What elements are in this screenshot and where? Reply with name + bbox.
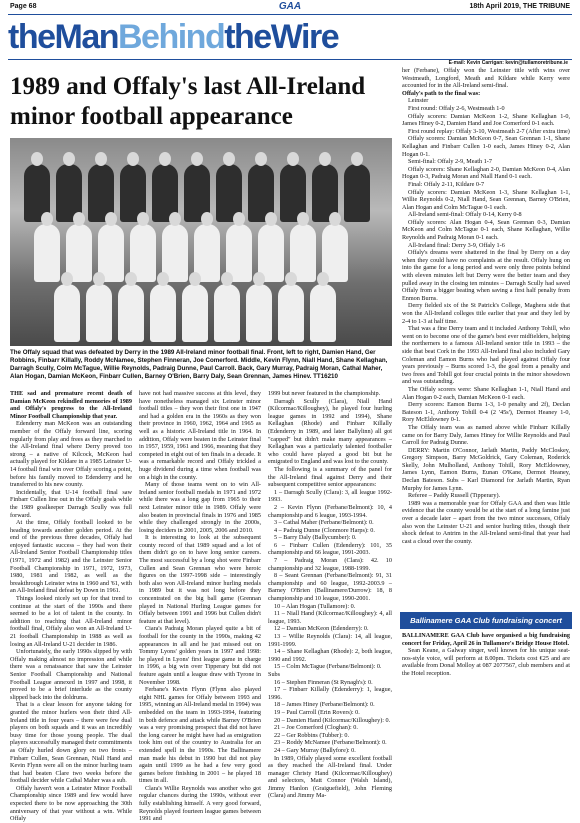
article-paragraph: The Offaly team was as named above while Finbarr Killally came on for Barry Daly, James Hiney for Willie Reynolds and Paul Carroll for Padraig Dunne. <box>402 423 570 447</box>
panel-entry: 7 – Padraig Moran (Clara): 42. 10 championship and 32 league, 1988-1999. <box>268 557 392 572</box>
panel-entry: 16 – Stephen Finneran (St Rynagh's): 0. <box>274 678 373 686</box>
page-number: Page 68 <box>10 3 37 10</box>
article-paragraph: Ferbane's Kevin Flynn (Flynn also played eight NHL games for Offaly between 1993 and 1995, winning an All-Ireland medal in 1994) was embedded on the team in 1993-1994, featuring in both defence and attack while Barney O'Brien was a very promising prospect that did not have the long career he might have had as emigration took him out of the country to Australia for an extended spell in the 1990s. The Ballinamere man made his debut in 1990 but did not play again until 1999 as he had a few very good games before finishing in 2001 – he played 18 times in all. <box>139 686 262 785</box>
article-paragraph: At the time, Offaly football looked to be heading towards another golden period. At the end of the previous three decades, Offaly had enjoyed fantastic success – they had won their All-Ireland Senior Football Championship titles (1971, 1972 and 1982) and the Leinster Senior Football Championship in 1971, 1972, 1973, 1980, 1981 and 1982, as well as the breakthrough Leinster wins in 1960 and '61, with an All-Ireland final defeat by Down in 1961. <box>10 519 132 595</box>
result-line: Final: Offaly 2-11, Kildare 0-7 <box>408 180 485 188</box>
photo-front-row <box>54 284 336 342</box>
panel-entry: 5 – Barry Daly (Ballycumber): 0. <box>274 534 357 542</box>
article-paragraph: That is a clear lesson for anyone taking for granted the minor hurlers won their third All-Ireland title in four years – there were few dual players on both squads and it was an incredibly busy time for those young people. The dual players successfully managed their commitments as Offaly hurled down glory on two fronts – Finbarr Cullen, Sean Grennan, Niall Hand and Kevin Flynn were all on the minor hurling team that had beaten Clare two weeks before the football decider while Cathal Maher was a sub. <box>10 701 132 785</box>
panel-entry: 22 – Ger Robbins (Tubber): 0. <box>274 731 350 739</box>
article-paragraph: Darragh Scully (Clara), Niall Hand (Kilcormac/Killoughey), he played four hurling league games in 1992 and 1994), Shane Kellaghan (Rhode) and Finbarr Killally (Edenderry in 1989, and later Ballylinn) all got "capped" but didn't make many appearances – Kellaghan was a particularly talented footballer who could have played a good bit but he emigrated to England and was lost to the county. <box>268 397 392 466</box>
masthead-part-3: theWire <box>224 18 339 56</box>
article-paragraph: The following is a summary of the panel for the All-Ireland final against Derry and their subsequent competitive senior appearances: <box>268 465 392 489</box>
panel-entry: 11 – Niall Hand (Kilcormac/Killoughey): 4, all league, 1993. <box>268 610 392 625</box>
article-paragraph: 1989 was a memorable year for Offaly GAA and then was little evidence that the county would be at the start of a long famine just over a decade later – apart from the two minor successes, Offaly also won the Leinster U-21 and senior hurling titles, though their shock defeat to Antrim in the All-Ireland semi-final that year had cast a cloud over the county. <box>402 499 570 545</box>
article-paragraph: In 1989, Offaly played some excellent football as they reached the All-Ireland final. Under manager Christy Hand (Kilcormac/Killoughey) and selectors, Matt Connor (Walsh Island), Jimmy Hanlon (Graiguefield), John Fleming (Clara) and Jimmy Ma- <box>268 754 392 800</box>
page-header <box>0 0 580 14</box>
issue-date: 18th April 2019, THE TRIBUNE <box>469 3 570 10</box>
panel-entry: 19 – Paul Carroll (Erin Rovers): 0. <box>274 708 360 716</box>
fundraising-notice <box>400 612 572 730</box>
panel-entry: 13 – Willie Reynolds (Clara): 14, all league, 1991-1999. <box>268 633 392 648</box>
article-column-2 <box>139 390 262 823</box>
result-line: First round replay: Offaly 3-10, Westmeath 2-7 (After extra time) <box>408 127 570 135</box>
result-line: Offaly scorers: Alan Hogan 0-4, Sean Grennan 0-3, Damian McKeon and Colm McTague 0-1 each, Shane Kellaghan, Willie Reynolds and Padraig Moran 0-1 each. <box>402 218 570 242</box>
panel-entry: 10 – Alan Hogan (Tullamore): 0. <box>274 602 356 610</box>
article-paragraph: have not had massive success at this level, they have nonetheless managed six Leinster minor football titles – they won their first one in 1947 and had a golden era in the 1960s as they won their province in 1960, 1962, 1964 and 1965 as well as a historic All-Ireland title in 1964. In addition, Offaly were beaten in the Leinster final in 1957, 1959, 1961 and 1966, meaning that they competed in eight out of ten finals in a decade. It was a remarkable record and Offaly trickled a huge dividend during a time when football was on a high in the county. <box>139 390 261 481</box>
article-intro: THE sad and premature recent death of Damian McKeon rekindled memories of 1989 and Offaly's progress to the All-Ireland Minor Football Championship that year. <box>10 390 132 420</box>
panel-entry: 4 – Padraig Dunne (Clonmore Harps): 0. <box>274 526 375 534</box>
notice-paragraph: Sean Keane, a Galway singer, well known for his unique seat-nos-style voice, will perform at 8.00pm. Tickets cost €25 and are available from Donal Molloy at 087 2077567, club members and at the Hotel reception. <box>402 647 570 677</box>
panel-entry: 12 – Damian McKeon (Edenderry): 0. <box>274 625 369 633</box>
masthead-part-2: Behind <box>118 18 225 56</box>
article-paragraph: The Offaly scorers were: Shane Kellaghan 1-1, Niall Hand and Alan Hogan 0-2 each, Damian McKeon 0-1 each. <box>402 385 570 401</box>
result-line: Leinster <box>408 97 429 105</box>
article-paragraph: her (Ferbane), Offaly won the Leinster title with wins over Westmeath, Longford, Meath and Kildare while Kerry were accounted for in the All-Ireland semi-final. <box>402 67 570 90</box>
result-line: Offaly scorers: Shane Kellaghan 2-0, Damian McKeon 0-4, Alan Hogan 0-3, Padraig Moran and Niall Hand 0-1 each. <box>402 165 570 181</box>
result-line: Offaly scorers: Damian McKeon 1-2, Shane Kellaghan 1-0, James Hiney 0-2, Damien Hand and Joe Comerford 0-1 each. <box>402 112 570 128</box>
article-paragraph: Many of those teams went on to win All-Ireland senior football medals in 1971 and 1972 while there was a long gap from 1965 to their next Leinster minor title in 1989. Offaly were also beaten in provincial finals in 1976 and 1985 while they challenged strongly in the 2000s, losing deciders in 2001, 2005, 2006 and 2010. <box>139 481 261 534</box>
masthead-part-1: theMan <box>8 18 118 56</box>
team-photo <box>10 138 392 346</box>
result-line: First round: Offaly 2-6, Westmeath 1-0 <box>408 104 505 112</box>
article-paragraph: That was a fine Derry team and it included Anthony Tohill, who went on to become one of the game's best ever midfielders, helping the northerners to a famous All-Ireland senior title in 1993 – the side that beat Cork in the 1993 All-Ireland final also included Gary Coleman and Eamon Burns who had played against Offaly four years previously – Burns scored 1-3, the goal from a penalty and two frees and Tohill got four crucial points in the minor showdown and was outstanding. <box>402 325 570 386</box>
panel-entry: 24 – Gary Murray (Ballyfore): 0. <box>274 746 356 754</box>
path-heading: Offaly's path to the final was: <box>402 89 481 97</box>
panel-entry: 23 – Roddy McNamee (Ferbane/Belmont): 0. <box>274 739 387 747</box>
panel-entry: 3 – Cathal Maher (Ferbane/Belmont): 0. <box>274 519 374 527</box>
panel-entry: 21 – Joe Comerford (Cloghan): 0. <box>274 724 358 732</box>
article-paragraph: It is interesting to look at the subsequent county record of that 1989 squad and a lot of them didn't go on to have long senior careers. The most successful by a long shot were Finbarr Cullen and Sean Grennan who were heroic figures on the 1997-1998 side – interestingly both also won All-Ireland minor hurling medals in 1989 but it was not long before they concentrated on the big ball game (Grennan played in National Hurling League games for Offaly between 1991 and 1996 but Cullen didn't feature at that level). <box>139 534 261 625</box>
column-masthead <box>8 16 488 58</box>
result-line: Semi-final: Offaly 2-9, Meath 1-7 <box>408 158 492 166</box>
notice-body <box>400 629 572 678</box>
result-line: All-Ireland final: Derry 3-9, Offaly 1-6 <box>408 241 505 249</box>
article-column-1 <box>10 390 132 823</box>
article-paragraph: Offaly's dreams were shattered in the final by Derry on a day when they could have no complaints at the result. Offaly hung on into the game for a long period and were only three points behind with eleven minutes left but Derry were the better team and they pulled away in the closing ten minutes – Darragh Scully had saved Offaly from a bigger beating when saving a first half penalty from Enmon Burns. <box>402 249 570 302</box>
article-column-4 <box>402 67 570 607</box>
panel-entry: 14 – Shane Kellaghan (Rhode): 2, both league, 1990 and 1992. <box>268 648 392 663</box>
subs-heading: Subs <box>268 670 281 678</box>
panel-entry: 17 – Finbarr Killally (Edenderry): 1, league, 1996. <box>268 686 392 701</box>
notice-paragraph: BALLINAMERE GAA Club have organised a big fundraising concert for Friday, April 26 in Tullamore's Bridge House Hotel. <box>402 632 570 647</box>
article-headline: 1989 and Offaly's last All-Ireland minor football appearance <box>10 73 366 130</box>
article-paragraph: Things looked nicely set up for that trend to continue at the start of the 1990s and there seemed to be a lot of talent in the county. In addition to reaching that All-Ireland minor football final, Offaly also won an All-Ireland U-21 football Championship in 1988 as well as losing an All-Ireland U-21 decider in 1986. <box>10 595 132 648</box>
header-rule <box>8 14 572 15</box>
photo-caption: The Offaly squad that was defeated by Derry in the 1989 All-Ireland minor football final. Front, left to right, Damien Hand, Ger Robbins, Finbarr Killally, Roddy McNamee, Stephen Finneran, Joe Comerford. Middle, Kevin Flynn, Niall Hand, Shane Kellaghan, Darragh Scully, Colm McTague, Willie Reynolds, Padraig Dunne, Paul Carroll. Back, Gary Murray, Padraig Moran, Cathal Maher, Alan Hogan, Damian McKeon, Finbarr Cullen, Barney O'Brien, Barry Daly, Sean Grennan, James Hinev. TT16210 <box>10 349 388 380</box>
article-paragraph: Unfortunately, the early 1990s slipped by with Offaly making almost no impression and while there was a renaissance that saw the Leinster Senior Football Championship and National Football League annexed in 1997 and 1998, it proved to be a brief interlude as the county slipped back into the doldrums. <box>10 648 132 701</box>
article-paragraph: Clara's Willie Reynolds was another who got regular chances during the 1990s, without ever fully establishing himself. A very good forward, Reynolds played fourteen league games between 1991 and <box>139 784 261 823</box>
panel-entry: 2 – Kevin Flynn (Ferbane/Belmont): 10, 4 championship and 6 league, 1993-1994. <box>268 503 392 519</box>
panel-entry: 18 – James Hiney (Ferbane/Belmont): 0. <box>274 701 375 709</box>
article-paragraph: Incidentally, that U-14 football final saw Finbarr Cullen line out in the Offaly goals while the 1989 goalkeeper Darragh Scully was full forward. <box>10 488 132 519</box>
article-paragraph: Edenderry man McKeon was an outstanding member of the Offaly forward line, scoring regularly from play and frees as they marched to the All-Ireland final where Derry proved too strong – a native of Kilcock, McKeon had actually played for Kildare in a 1985 Leinster U-14 football final win over Offaly scoring a point, before his family moved to Edenderry and he transferred to his new county. <box>10 420 132 489</box>
article-paragraph: Derry scorers: Eamon Burns 1-3, 1-0 penalty and 2f), Declan Bateson 1-1, Anthony Tohill 0-4 (2 '45s'), Dermot Heaney 1-0, Rory McEldowney 0-1. <box>402 401 570 424</box>
panel-entry: 15 – Colm McTague (Ferbane/Belmont): 0. <box>274 663 382 671</box>
result-line: All-Ireland semi-final: Offaly 0-14, Kerry 0-8 <box>408 211 522 219</box>
panel-entry: 1 – Darragh Scully (Clara): 3, all league 1992-1993. <box>268 488 392 504</box>
author-email: E-mail: Kevin Carrigan: kevin@tullamoretribune.ie <box>448 60 568 66</box>
article-column-3 <box>268 390 392 800</box>
article-paragraph: DERRY: Martin O'Connor, Jarlath Martin, Paddy McCloskey, Gregory Simpson, Barry McGoldrick, Gary Coleman, Roderick Skelly, John Mulholland, Anthony Tohill, Rory McEldowney, James Lynn, Eamon Burns, Eunan O'Kane, Dermot Heaney, Declan Bateson. Subs – Karl Diamond for Jarlath Martin, Ryan Murphy for James Lynn. <box>402 446 570 492</box>
article-paragraph: Ciara's Padraig Moran played quite a bit of football for the county in the 1990s, making 42 appearances in all and he just missed out on Tommy Lyons' golden years in 1997 and 1998: he played in Lyons' first league game in charge in 1996, a big win over Tipperary but did not feature again until a league draw with Tyrone in November 1998. <box>139 625 261 686</box>
panel-entry: 8 – Seant Grennan (Ferbane/Belmont): 91, 31 championship and 60 league, 1992-2003.9 – Barney O'Brien (Ballinamere/Durrow): 18, 8 championship and 10 league, 1990-2001. <box>268 572 392 603</box>
result-line: Offaly scorers: Damian McKeon 1-3, Shane Kellaghan 1-1, Willie Reynolds 0-2, Niall Hand, Sean Grennan, Barney O'Brien, Alan Hogan and Colm McTague 0-1 each. <box>402 188 570 211</box>
article-paragraph: Referee – Paddy Russell (Tipperary). <box>408 492 501 500</box>
article-paragraph: Derry fielded six of the St Patrick's College, Maghera side that won the All-Ireland colleges title earlier that year and they led by 2-4 to 1-3 at half time. <box>402 302 570 325</box>
result-line: Offaly scorers: Damian McKeon 0-7, Sean Grennan 1-1, Shane Kellaghan and Finbarr Cullen 1-0 each, James Hiney 0-2, Alan Hogan 0-1. <box>402 135 570 158</box>
notice-title: Ballinamere GAA Club fundraising concert <box>400 613 572 629</box>
article-paragraph: 1999 but never featured in the championship. <box>268 390 381 397</box>
section-label: GAA <box>278 1 302 12</box>
article-paragraph: Offaly haven't won a Leinster Minor Football Championship since 1989 and few would have expected there to be now approaching the 30th anniversary of that year without a win. While Offaly <box>10 784 132 823</box>
panel-entry: 20 – Damien Hand (Kilcormac/Killoughey): 0. <box>274 716 391 724</box>
panel-entry: 6 – Finbarr Cullen (Edenderry): 101, 35 championship and 66 league, 1991-2003. <box>268 541 392 557</box>
